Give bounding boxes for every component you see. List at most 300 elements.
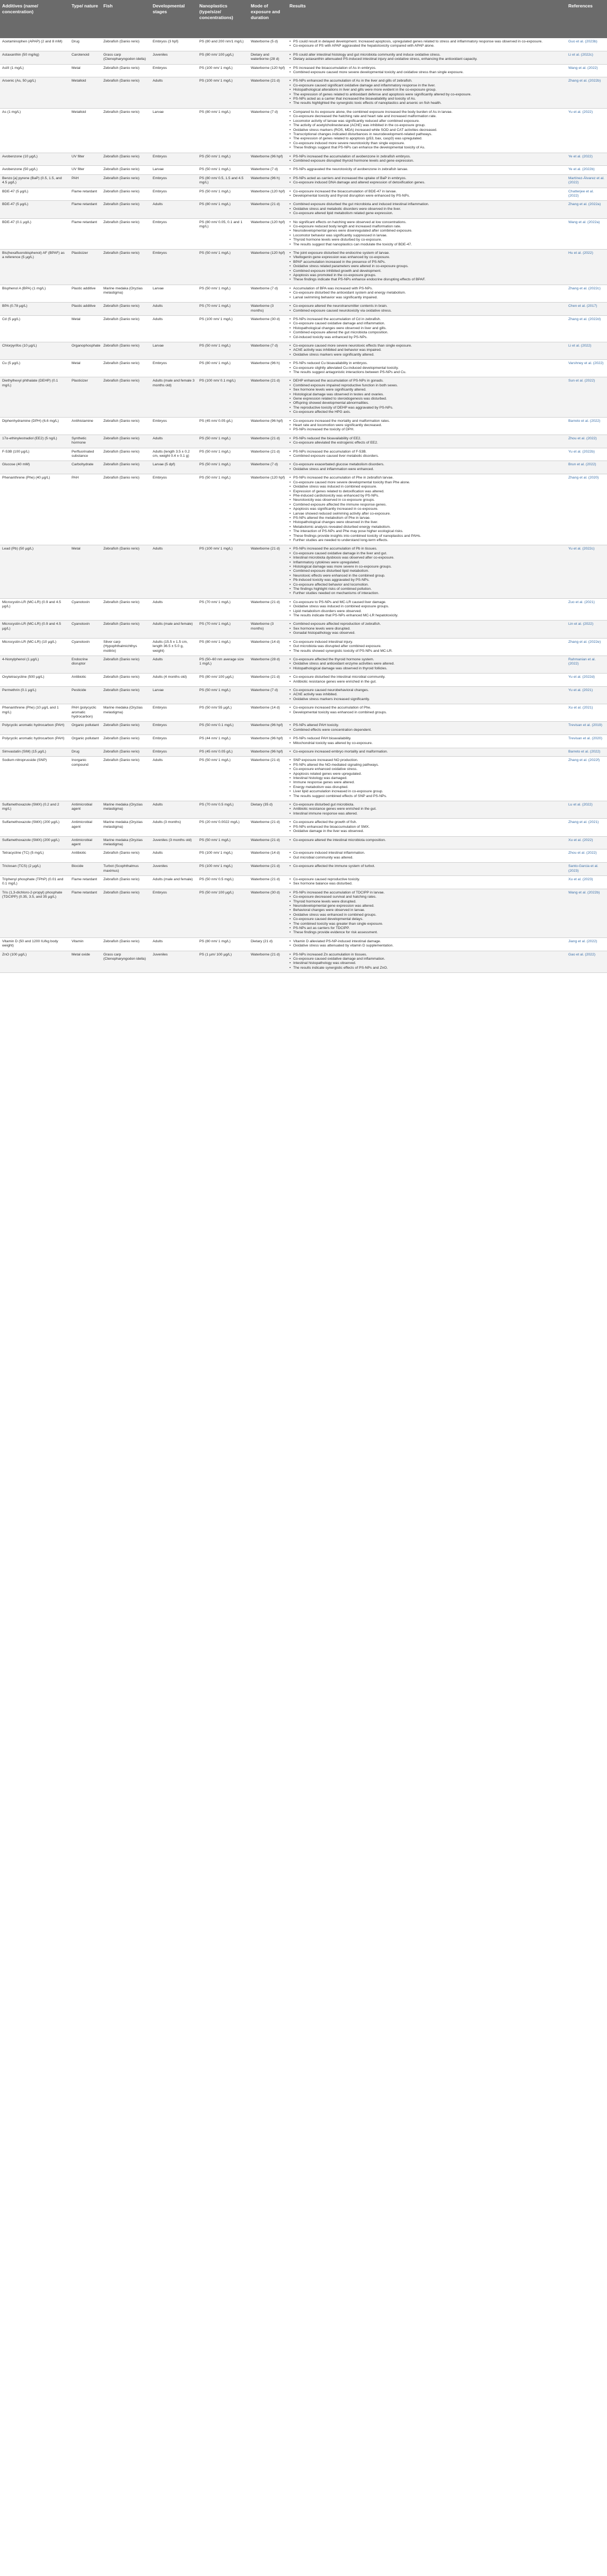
cell-reference-link[interactable]: Yu et al. (2021): [566, 686, 607, 704]
cell-type: Flame retardant: [69, 188, 101, 201]
additives-nanoplastics-table: [0, 0, 607, 973]
cell-reference-link[interactable]: Zhou et al. (2022): [566, 849, 607, 863]
cell-type: Vitamin: [69, 937, 101, 951]
cell-exposure: Waterborne (96 h): [249, 360, 287, 377]
result-item: • Inflammatory cytokines were upregulated.: [289, 561, 563, 565]
cell-fish: Zebrafish (Danio rerio): [101, 315, 151, 342]
cell-reference-link[interactable]: Zhang et al. (2022e): [566, 638, 607, 656]
table-row: [0, 448, 607, 461]
cell-nanoplastics: PS (80 nm/ 100 µg/L): [197, 51, 249, 64]
cell-additive: As (1 mg/L): [0, 108, 69, 153]
result-item: • No significant effects on hatching were observed at low concentrations.: [289, 220, 563, 225]
cell-results: [287, 360, 566, 377]
cell-reference-link[interactable]: Yu et al. (2022c): [566, 545, 607, 598]
result-item: • Intestinal immune response was altered.: [289, 812, 563, 816]
result-item: • PS-NPs altered the NO-mediated signaling pathways.: [289, 763, 563, 767]
result-item: • Cd-induced toxicity was enhanced by PS-NPs.: [289, 335, 563, 340]
table-row: [0, 849, 607, 863]
header-additives: Additives (name/ concentration): [0, 0, 69, 38]
result-item: • Oxidative stress markers were significantly altered.: [289, 353, 563, 357]
cell-reference-link[interactable]: Zhang et al. (2022d): [566, 315, 607, 342]
cell-exposure: Waterborne (7 d): [249, 342, 287, 359]
result-item: • Co-exposure affected the thyroid hormone system.: [289, 658, 563, 662]
cell-exposure: Waterborne (7 d): [249, 108, 287, 153]
result-item: • Vitamin D alleviated PS-NP-induced intestinal damage.: [289, 940, 563, 944]
result-item: • Neurodevelopmental gene expression was altered.: [289, 904, 563, 908]
cell-type: Antihistamine: [69, 417, 101, 435]
result-item: • The interaction of PS-NPs and Phe may pose higher ecological risks.: [289, 529, 563, 534]
result-item: • Vitellogenin gene expression was enhanced by co-exposure.: [289, 255, 563, 260]
cell-reference-link[interactable]: Xu et al. (2022): [566, 836, 607, 849]
result-item: • Gut microbiota was disrupted after combined exposure.: [289, 644, 563, 649]
cell-type: Antimicrobial agent: [69, 836, 101, 849]
cell-stage: Adults (4 months old): [151, 674, 197, 687]
cell-type: Cyanotoxin: [69, 598, 101, 621]
result-item: • Offspring showed developmental abnormalities.: [289, 401, 563, 405]
table-row: [0, 303, 607, 316]
table-row: [0, 188, 607, 201]
cell-fish: Zebrafish (Danio rerio): [101, 38, 151, 51]
cell-reference-link[interactable]: Ye et al. (2022b): [566, 166, 607, 174]
result-item: • Co-exposure affected the immune system of turbot.: [289, 864, 563, 869]
cell-type: Plastic additive: [69, 285, 101, 302]
result-item: • PS-NPs reduced the bioavailability of EE2.: [289, 437, 563, 441]
cell-reference-link[interactable]: Lu et al. (2022): [566, 801, 607, 819]
result-item: • Co-exposure affected the HPG axis.: [289, 410, 563, 414]
result-item: • Neurotoxicity was observed in co-exposure groups.: [289, 498, 563, 502]
cell-results: [287, 656, 566, 673]
cell-nanoplastics: PS (50 nm/ 1 mg/L): [197, 757, 249, 801]
cell-results: [287, 285, 566, 302]
cell-nanoplastics: PS (44 nm/ 1 mg/L): [197, 735, 249, 748]
cell-reference-link[interactable]: Martínez-Álvarez et al. (2022): [566, 174, 607, 188]
cell-fish: Zebrafish (Danio rerio): [101, 621, 151, 638]
cell-type: UV filter: [69, 153, 101, 166]
cell-nanoplastics: PS (50 nm/ 55 µg/L): [197, 704, 249, 722]
table-row: [0, 377, 607, 417]
table-row: [0, 108, 607, 153]
cell-additive: Avobenzone (50 µg/L): [0, 166, 69, 174]
cell-type: PAH: [69, 174, 101, 188]
cell-reference-link[interactable]: Yu et al. (2022b): [566, 448, 607, 461]
cell-results: [287, 474, 566, 545]
table-header-row: [0, 0, 607, 38]
table-row: [0, 863, 607, 876]
cell-reference-link[interactable]: Zuo et al. (2021): [566, 598, 607, 621]
cell-exposure: Waterborne (14 d): [249, 638, 287, 656]
cell-reference-link[interactable]: Zhang et al. (2022c): [566, 285, 607, 302]
cell-stage: Adults: [151, 849, 197, 863]
cell-fish: Zebrafish (Danio rerio): [101, 448, 151, 461]
cell-stage: Adults: [151, 937, 197, 951]
result-item: • The results highlighted the synergistic toxic effects of nanoplastics and arsenic on fish health.: [289, 101, 563, 105]
result-item: • Combined exposure caused more severe developmental toxicity and oxidative stress than single exposure.: [289, 70, 563, 75]
cell-reference-link[interactable]: Lin et al. (2022): [566, 621, 607, 638]
cell-results: [287, 188, 566, 201]
result-item: • Behavioral changes were observed in larvae.: [289, 908, 563, 913]
result-item: • Liver lipid accumulation increased in co-exposure group.: [289, 790, 563, 794]
result-item: • Accumulation of BPA was increased with PS-NPs.: [289, 287, 563, 291]
cell-reference-link[interactable]: Barreto et al. (2022): [566, 748, 607, 757]
cell-reference-link[interactable]: Jiang et al. (2022): [566, 937, 607, 951]
cell-additive: BPA (0.78 µg/L): [0, 303, 69, 316]
cell-nanoplastics: PS (50 nm/ 1 mg/L): [197, 285, 249, 302]
cell-type: Antibiotic: [69, 674, 101, 687]
result-item: • Co-exposure increased the accumulation of Phe.: [289, 706, 563, 710]
cell-additive: 4-Nonylphenol (1 µg/L): [0, 656, 69, 673]
cell-reference-link[interactable]: Trevisan et al. (2019): [566, 722, 607, 735]
cell-reference-link[interactable]: Rahmanian et al. (2022): [566, 656, 607, 673]
cell-results: [287, 303, 566, 316]
cell-additive: Glucose (40 mM): [0, 461, 69, 474]
cell-stage: Adults (male and female 3 months old): [151, 377, 197, 417]
result-item: • Oxidative damage in the liver was observed.: [289, 829, 563, 834]
cell-additive: Simvastatin (SIM) (15 µg/L): [0, 748, 69, 757]
result-item: • The findings highlight risks of combined pollution.: [289, 587, 563, 591]
result-item: • Histopathological alterations in liver and gills were more evident in the co-exposure group.: [289, 88, 563, 92]
cell-results: [287, 64, 566, 77]
cell-type: Cyanotoxin: [69, 621, 101, 638]
table-row: [0, 174, 607, 188]
result-item: • PS-NPs aggravated the neurotoxicity of avobenzone in zebrafish larvae.: [289, 167, 563, 172]
table-row: [0, 801, 607, 819]
cell-exposure: Waterborne (21 d): [249, 598, 287, 621]
cell-reference-link[interactable]: Zhang et al. (2020): [566, 474, 607, 545]
cell-type: Plasticizer: [69, 250, 101, 285]
result-item: • The expression of genes related to apoptosis (p53, bax, casp3) was upregulated.: [289, 137, 563, 141]
cell-results: [287, 218, 566, 249]
cell-type: Drug: [69, 38, 101, 51]
cell-exposure: Waterborne (120 hpf): [249, 474, 287, 545]
result-item: • Histopathological changes were observed in the liver.: [289, 520, 563, 525]
cell-results: [287, 38, 566, 51]
cell-additive: Chlorpyrifos (10 µg/L): [0, 342, 69, 359]
table-row: [0, 38, 607, 51]
cell-additive: Diphenhydramine (DPH) (6.6 mg/L): [0, 417, 69, 435]
cell-reference-link[interactable]: Yu et al. (2022d): [566, 674, 607, 687]
result-item: • Oxidative stress markers (ROS, MDA) increased while SOD and CAT activities decreased.: [289, 128, 563, 132]
cell-nanoplastics: PS (70 nm/ 1 mg/L): [197, 303, 249, 316]
cell-additive: Cd (5 µg/L): [0, 315, 69, 342]
cell-fish: Zebrafish (Danio rerio): [101, 360, 151, 377]
result-item: • Gut microbial community was altered.: [289, 856, 563, 860]
result-item: • Co-exposure caused reproductive toxicity.: [289, 878, 563, 882]
cell-type: Antibiotic: [69, 849, 101, 863]
result-item: • Oxidative stress was enhanced in combined groups.: [289, 913, 563, 917]
result-item: • Co-exposure disturbed the intestinal microbial community.: [289, 675, 563, 679]
cell-exposure: Waterborne (21 d): [249, 757, 287, 801]
result-item: • The results suggest combined effects of SNP and PS-NPs.: [289, 794, 563, 799]
cell-type: Biocide: [69, 863, 101, 876]
result-item: • Combined exposure caused neurotoxicity via oxidative stress.: [289, 309, 563, 313]
cell-results: [287, 801, 566, 819]
table-row: [0, 598, 607, 621]
result-item: • Co-exposure increased the mortality and malformation rates.: [289, 419, 563, 423]
cell-stage: Larvae: [151, 342, 197, 359]
cell-fish: Grass carp (Ctenopharyngodon idella): [101, 51, 151, 64]
cell-results: [287, 315, 566, 342]
cell-reference-link[interactable]: Li et al. (2022): [566, 342, 607, 359]
cell-fish: Zebrafish (Danio rerio): [101, 377, 151, 417]
table-row: [0, 836, 607, 849]
result-item: • Co-exposure slightly alleviated Cu-induced developmental toxicity.: [289, 366, 563, 370]
result-item: • Gene expression related to steroidogenesis was disturbed.: [289, 397, 563, 401]
cell-stage: Embryos (3 hpf): [151, 38, 197, 51]
cell-type: Cyanotoxin: [69, 638, 101, 656]
cell-additive: BDE-47 (5 µg/L): [0, 201, 69, 218]
cell-stage: Juveniles: [151, 863, 197, 876]
cell-type: Flame retardant: [69, 201, 101, 218]
cell-results: [287, 748, 566, 757]
cell-stage: Adults (length 3.5 ± 0.2 cm, weight 0.4 ± 0.1 g): [151, 448, 197, 461]
result-item: • PS-NPs acted as carriers and increased the uptake of BaP in embryos.: [289, 176, 563, 181]
cell-nanoplastics: PS (1 µm/ 100 µg/L): [197, 951, 249, 973]
cell-nanoplastics: PS (20 nm/ 0.0022 mg/L): [197, 819, 249, 836]
cell-additive: Phenanthrene (Phe) (40 µg/L): [0, 474, 69, 545]
cell-type: Plasticizer: [69, 377, 101, 417]
table-row: [0, 748, 607, 757]
header-references: References: [566, 0, 607, 38]
result-item: • Larvae showed reduced swimming activity after co-exposure.: [289, 512, 563, 516]
cell-nanoplastics: PS (80 nm/ 1 mg/L): [197, 937, 249, 951]
cell-results: [287, 819, 566, 836]
result-item: • Co-exposure disturbed the antioxidant system and energy metabolism.: [289, 291, 563, 295]
cell-type: Carotenoid: [69, 51, 101, 64]
cell-reference-link[interactable]: Wang et al. (2022a): [566, 218, 607, 249]
cell-results: [287, 108, 566, 153]
table-row: [0, 674, 607, 687]
result-item: • Antibiotic resistance genes were enriched in the gut.: [289, 807, 563, 811]
cell-stage: Larvae: [151, 686, 197, 704]
cell-fish: Zebrafish (Danio rerio): [101, 108, 151, 153]
result-item: • Phe-induced cardiotoxicity was enhanced by PS-NPs.: [289, 494, 563, 498]
result-item: • PS-NPs increased the accumulation of Pb in tissues.: [289, 547, 563, 551]
cell-exposure: Waterborne (28 d): [249, 656, 287, 673]
cell-additive: Acetaminophen (APAP) (2 and 8 mM): [0, 38, 69, 51]
header-type: Type/ nature: [69, 0, 101, 38]
cell-reference-link[interactable]: Zhang et al. (2021): [566, 819, 607, 836]
cell-reference-link[interactable]: Li et al. (2022c): [566, 51, 607, 64]
table-row: [0, 621, 607, 638]
table-row: [0, 153, 607, 166]
result-item: • Transcriptional changes indicated disturbances in neurodevelopment-related pathways.: [289, 132, 563, 137]
cell-reference-link[interactable]: Chatterjee et al. (2022): [566, 188, 607, 201]
cell-reference-link[interactable]: Brun et al. (2022): [566, 461, 607, 474]
cell-stage: Adults: [151, 77, 197, 108]
cell-results: [287, 621, 566, 638]
cell-exposure: Waterborne (7 d): [249, 686, 287, 704]
cell-fish: Zebrafish (Danio rerio): [101, 461, 151, 474]
cell-reference-link[interactable]: Zhang et al. (2022f): [566, 757, 607, 801]
cell-type: Metal: [69, 315, 101, 342]
result-item: • PS-NPs increased the accumulation of Phe in zebrafish larvae.: [289, 476, 563, 480]
cell-reference-link[interactable]: Sun et al. (2022): [566, 377, 607, 417]
cell-nanoplastics: PS (50 nm/ 1 mg/L): [197, 448, 249, 461]
cell-additive: Avobenzone (10 µg/L): [0, 153, 69, 166]
cell-stage: Embryos: [151, 735, 197, 748]
cell-reference-link[interactable]: Zhou et al. (2022): [566, 435, 607, 448]
cell-additive: Sodium nitroprusside (SNP): [0, 757, 69, 801]
cell-additive: ZnO (100 µg/L): [0, 951, 69, 973]
result-item: • Combined exposure disturbed the gut microbiota and induced intestinal inflammation.: [289, 202, 563, 207]
result-item: • Antibiotic resistance genes were enriched in the gut.: [289, 680, 563, 684]
cell-additive: F-53B (100 µg/L): [0, 448, 69, 461]
cell-exposure: Waterborne (14 d): [249, 849, 287, 863]
cell-stage: Adults (male and female): [151, 621, 197, 638]
result-item: • Combined exposure altered the gut microbiota composition.: [289, 331, 563, 335]
result-item: • Oxidative stress was induced in combined exposure.: [289, 485, 563, 489]
cell-reference-link[interactable]: Gao et al. (2022): [566, 951, 607, 973]
result-item: • The activity of acetylcholinesterase (AChE) was inhibited in the co-exposure group.: [289, 123, 563, 128]
cell-type: Flame retardant: [69, 875, 101, 889]
cell-nanoplastics: PS (100 nm/ 0.1 mg/L): [197, 377, 249, 417]
cell-additive: AsIII (1 mg/L): [0, 64, 69, 77]
cell-reference-link[interactable]: Hu et al. (2022): [566, 250, 607, 285]
cell-fish: Zebrafish (Danio rerio): [101, 218, 151, 249]
table-row: [0, 417, 607, 435]
cell-stage: Juveniles: [151, 51, 197, 64]
result-item: • Histological damage was observed in testes and ovaries.: [289, 393, 563, 397]
cell-nanoplastics: PS (50 nm/ 0.5 mg/L): [197, 875, 249, 889]
cell-results: [287, 849, 566, 863]
result-item: • Co-exposure caused oxidative damage and inflammation.: [289, 322, 563, 326]
cell-exposure: Waterborne (21 d): [249, 77, 287, 108]
cell-fish: Zebrafish (Danio rerio): [101, 875, 151, 889]
result-item: • Combined exposure affected the immune response genes.: [289, 503, 563, 507]
result-item: • Co-exposure decreased survival and hatching rates.: [289, 895, 563, 899]
result-item: • Co-exposure increased embryo mortality and malformation.: [289, 750, 563, 754]
table-row: [0, 250, 607, 285]
cell-stage: Embryos: [151, 188, 197, 201]
cell-fish: Zebrafish (Danio rerio): [101, 674, 151, 687]
result-item: • PS-NPs increased the accumulation of F-53B.: [289, 450, 563, 454]
cell-reference-link[interactable]: Barreto et al. (2022): [566, 417, 607, 435]
cell-additive: BDE-47 (5 µg/L): [0, 188, 69, 201]
cell-exposure: Waterborne (3 months): [249, 621, 287, 638]
cell-type: Metal: [69, 360, 101, 377]
result-item: • SNP exposure increased NO production.: [289, 758, 563, 763]
cell-results: [287, 674, 566, 687]
cell-stage: Embryos: [151, 417, 197, 435]
cell-reference-link[interactable]: Zhang et al. (2022a): [566, 201, 607, 218]
result-item: • Co-exposure exacerbated glucose metabolism disorders.: [289, 463, 563, 467]
cell-additive: Vitamin D (50 and 1200 IU/kg body weight): [0, 937, 69, 951]
cell-additive: Polycyclic aromatic hydrocarbon (PAH): [0, 735, 69, 748]
cell-reference-link[interactable]: Guo et al. (2023b): [566, 38, 607, 51]
table-row: [0, 545, 607, 598]
result-item: • Developmental toxicity and thyroid disruption were enhanced by PS-NPs.: [289, 194, 563, 198]
cell-fish: Zebrafish (Danio rerio): [101, 656, 151, 673]
cell-reference-link[interactable]: Santo-Garcia et al. (2023): [566, 863, 607, 876]
cell-nanoplastics: PS (70 nm/ 0.5 mg/L): [197, 801, 249, 819]
cell-exposure: Waterborne (120 hpf): [249, 64, 287, 77]
cell-reference-link[interactable]: Ye et al. (2022): [566, 153, 607, 166]
cell-nanoplastics: PS (50 nm/ 1 mg/L): [197, 686, 249, 704]
header-mode-of-exposure: Mode of exposure and duration: [249, 0, 287, 38]
cell-reference-link[interactable]: Yu et al. (2022): [566, 108, 607, 153]
cell-results: [287, 545, 566, 598]
header-developmental-stages: Developmental stages: [151, 0, 197, 38]
cell-fish: Zebrafish (Danio rerio): [101, 722, 151, 735]
result-item: • Oxidative stress related parameters were altered in co-exposure groups.: [289, 264, 563, 269]
cell-fish: Zebrafish (Danio rerio): [101, 342, 151, 359]
result-item: • The results indicate synergistic effects of PS-NPs and ZnO.: [289, 966, 563, 970]
cell-stage: Adults: [151, 201, 197, 218]
cell-nanoplastics: PS (50 nm/ 1 mg/L): [197, 474, 249, 545]
result-item: • Pb-induced toxicity was aggravated by PS-NPs.: [289, 578, 563, 582]
result-item: • Co-exposure altered the neurotransmitter contents in brain.: [289, 304, 563, 308]
cell-exposure: Waterborne (120 hpf): [249, 250, 287, 285]
cell-additive: Microcystin-LR (MC-LR) (0.9 and 4.5 µg/L): [0, 621, 69, 638]
cell-reference-link[interactable]: Chen et al. (2017): [566, 303, 607, 316]
cell-additive: Benzo [a] pyrene (BaP) (0.5, 1.5, and 4.5 µg/L): [0, 174, 69, 188]
cell-nanoplastics: PS (50 nm/ 1 mg/L): [197, 188, 249, 201]
result-item: • Combined exposure disturbed lipid metabolism.: [289, 569, 563, 573]
result-item: • PS-NPs altered PAH toxicity.: [289, 723, 563, 728]
cell-results: [287, 201, 566, 218]
cell-additive: Polycyclic aromatic hydrocarbon (PAH): [0, 722, 69, 735]
cell-exposure: Waterborne (21 d): [249, 951, 287, 973]
cell-results: [287, 166, 566, 174]
cell-nanoplastics: PS (50 nm/ 1 mg/L): [197, 342, 249, 359]
cell-reference-link[interactable]: Xu et al. (2023): [566, 875, 607, 889]
result-item: • Apoptosis was significantly increased in co-exposure.: [289, 507, 563, 511]
cell-exposure: Waterborne (30 d): [249, 889, 287, 937]
cell-fish: Zebrafish (Danio rerio): [101, 889, 151, 937]
cell-results: [287, 51, 566, 64]
cell-fish: Zebrafish (Danio rerio): [101, 153, 151, 166]
cell-exposure: Waterborne (14 d): [249, 704, 287, 722]
cell-reference-link[interactable]: Varshney et al. (2022): [566, 360, 607, 377]
table-row: [0, 166, 607, 174]
result-item: • AChE activity was inhibited and behavior was impaired.: [289, 348, 563, 352]
cell-reference-link[interactable]: Wang et al. (2022): [566, 64, 607, 77]
cell-nanoplastics: PS (80 nm/ 1 mg/L): [197, 108, 249, 153]
cell-reference-link[interactable]: Trevisan et al. (2020): [566, 735, 607, 748]
result-item: • The results showed synergistic toxicity of PS-NPs and MC-LR.: [289, 649, 563, 653]
cell-fish: Marine medaka (Oryzias melastigma): [101, 836, 151, 849]
cell-additive: Sulfamethoxazole (SMX) (0.2 and 2 mg/L): [0, 801, 69, 819]
cell-fish: Zebrafish (Danio rerio): [101, 598, 151, 621]
result-item: • Oxidative stress and antioxidant enzyme activities were altered.: [289, 662, 563, 666]
result-item: • Oxidative stress and inflammation were enhanced.: [289, 467, 563, 472]
table-row: [0, 722, 607, 735]
cell-reference-link[interactable]: Wang et al. (2022b): [566, 889, 607, 937]
cell-additive: Microcystin-LR (MC-LR) (0.9 and 4.5 µg/L): [0, 598, 69, 621]
cell-stage: Embryos: [151, 174, 197, 188]
cell-stage: Larvae: [151, 108, 197, 153]
result-item: • PS-NPs increased the accumulation of Cd in zebrafish.: [289, 317, 563, 322]
table-row: [0, 951, 607, 973]
result-item: • These findings provide evidence for risk assessment.: [289, 931, 563, 935]
table-row: [0, 819, 607, 836]
result-item: • Co-exposure induced DNA damage and altered expression of detoxification genes.: [289, 181, 563, 185]
cell-reference-link[interactable]: Xu et al. (2021): [566, 704, 607, 722]
result-item: • Further studies needed on mechanisms of interaction.: [289, 591, 563, 596]
result-item: • Sex hormone balance was disturbed.: [289, 882, 563, 886]
result-item: • Neurotoxic effects were enhanced in the combined group.: [289, 574, 563, 578]
result-item: • PS-NPs altered the metabolism of Phe in larvae.: [289, 516, 563, 520]
cell-exposure: Waterborne (21 d): [249, 863, 287, 876]
cell-type: Antimicrobial agent: [69, 801, 101, 819]
result-item: • PS-NPs increased the toxicity of DPH.: [289, 428, 563, 432]
cell-exposure: Waterborne (7 d): [249, 461, 287, 474]
cell-fish: Zebrafish (Danio rerio): [101, 77, 151, 108]
cell-type: Metal oxide: [69, 951, 101, 973]
cell-type: PAH (polycyclic aromatic hydrocarbon): [69, 704, 101, 722]
cell-nanoplastics: PS (100 nm/ 1 mg/L): [197, 849, 249, 863]
cell-reference-link[interactable]: Zhang et al. (2022b): [566, 77, 607, 108]
